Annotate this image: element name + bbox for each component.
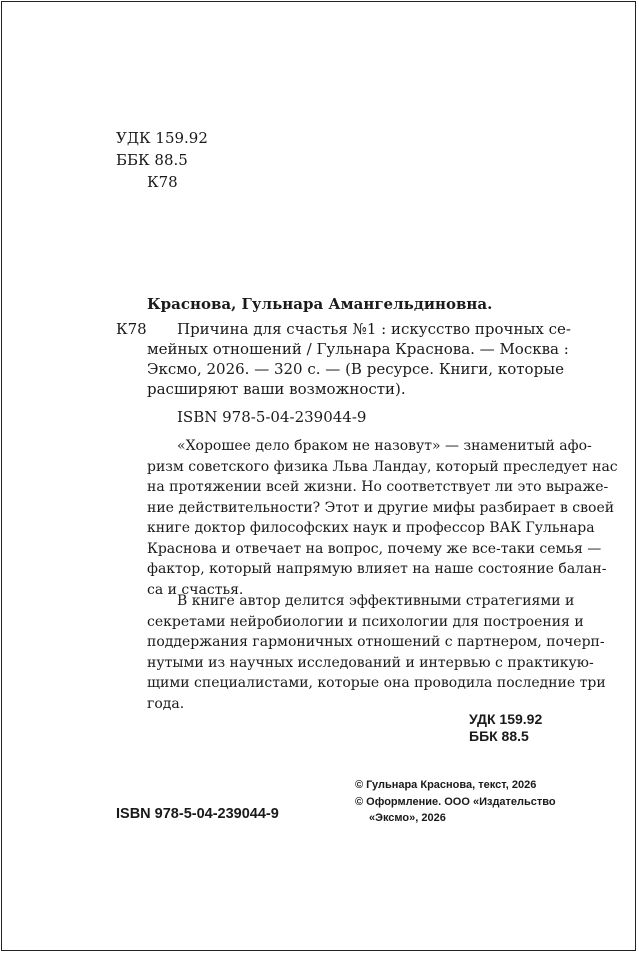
- annotation-line: секретами нейробиологии и психологии для построения и: [147, 613, 584, 630]
- annotation-line: нутыми из научных исследований и интервью с практикую-: [147, 654, 594, 671]
- annotation-line: ризм советского физика Льва Ландау, который преследует нас: [147, 458, 618, 475]
- bib-author: Краснова, Гульнара Амангельдиновна.: [147, 295, 493, 313]
- bib-author-sign: К78: [116, 320, 147, 338]
- isbn-footer: ISBN 978-5-04-239044-9: [116, 806, 279, 822]
- annotation-line: щими специалистами, которые она проводила последние три: [147, 675, 606, 691]
- bib-line: Причина для счастья №1 : искусство прочных се-: [177, 320, 571, 338]
- copyright-design: © Оформление. ООО «Издательство: [355, 796, 556, 808]
- author-sign-top: К78: [147, 173, 178, 191]
- bib-isbn: ISBN 978-5-04-239044-9: [177, 408, 367, 426]
- copyright-text: © Гульнара Краснова, текст, 2026: [355, 779, 537, 791]
- annotation-line: ние действительности? Этот и другие мифы разбирает в своей: [147, 499, 615, 516]
- bib-line: Эксмо, 2026. — 320 с. — (В ресурсе. Книги, которые: [147, 360, 564, 378]
- udk-code-top: УДК 159.92: [116, 129, 208, 147]
- annotation-line: года.: [147, 695, 185, 712]
- annotation-line: В книге автор делится эффективными стратегиями и: [177, 593, 575, 609]
- annotation-line: поддержания гармоничных отношений с партнером, почерп-: [147, 634, 605, 650]
- annotation-line: са и счастья.: [147, 581, 244, 598]
- bib-line: мейных отношений / Гульнара Краснова. — Москва :: [147, 340, 569, 358]
- annotation-line: Краснова и отвечает на вопрос, почему же все-таки семья —: [147, 540, 602, 557]
- annotation-line: книге доктор философских наук и профессор ВАК Гульнара: [147, 520, 595, 536]
- bbk-code-top: ББК 88.5: [116, 151, 188, 169]
- bib-line: расширяют ваши возможности).: [147, 380, 406, 398]
- bbk-code-bottom: ББК 88.5: [469, 728, 529, 744]
- annotation-line: на протяжении всей жизни. Но соответствует ли это выраже-: [147, 479, 609, 495]
- copyright-design-cont: «Эксмо», 2026: [369, 812, 446, 824]
- annotation-line: «Хорошее дело браком не назовут» — знаменитый афо-: [177, 438, 592, 454]
- annotation-line: фактор, который напрямую влияет на наше состояние балан-: [147, 561, 607, 577]
- udk-code-bottom: УДК 159.92: [469, 711, 543, 727]
